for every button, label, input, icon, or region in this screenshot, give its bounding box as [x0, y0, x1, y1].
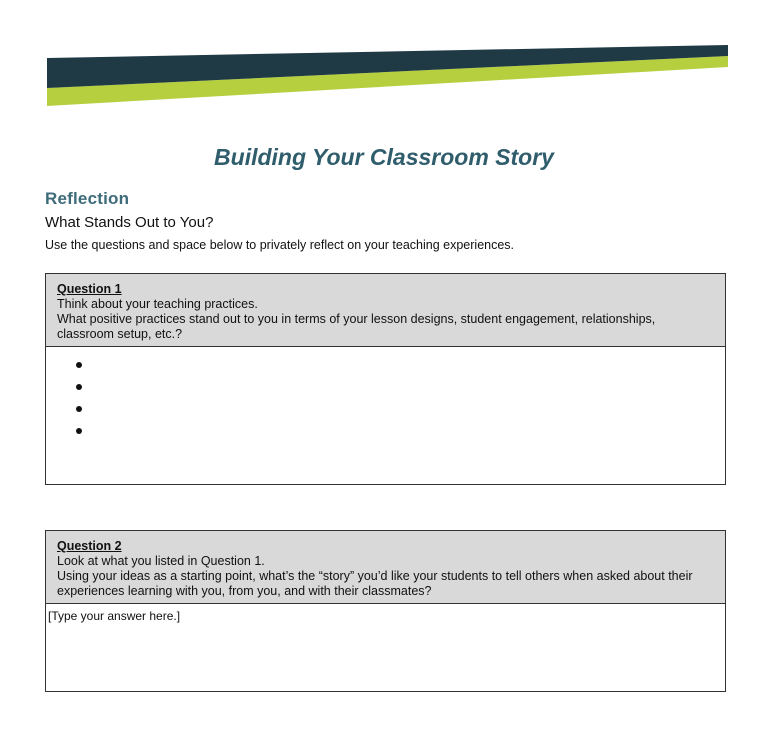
- question-2-label: Question 2: [57, 539, 122, 553]
- bullet-dot-icon: [76, 428, 82, 434]
- intro-text: Use the questions and space below to privately reflect on your teaching experiences.: [45, 238, 515, 252]
- section-heading: Reflection: [45, 189, 130, 208]
- question-1-line-2: What positive practices stand out to you in terms of your lesson designs, student engagement, relationships, classroom setup, etc.?: [57, 312, 656, 341]
- question-2-box: [45, 530, 726, 692]
- question-2-header: [46, 531, 725, 604]
- document-title: Building Your Classroom Story: [214, 144, 554, 170]
- answer-bullet[interactable]: [46, 399, 725, 421]
- bullet-dot-icon: [76, 362, 82, 368]
- bullet-dot-icon: [76, 406, 82, 412]
- question-1-box: [45, 273, 726, 485]
- header-banner: [0, 0, 768, 120]
- question-2-answer-area[interactable]: [46, 604, 725, 629]
- sub-heading: What Stands Out to You?: [45, 214, 214, 231]
- question-1-label: Question 1: [57, 282, 122, 296]
- answer-bullet-list: [46, 347, 725, 443]
- question-1-header: [46, 274, 725, 347]
- answer-bullet[interactable]: [46, 355, 725, 377]
- answer-bullet[interactable]: [46, 377, 725, 399]
- question-1-line-1: Think about your teaching practices.: [57, 297, 258, 311]
- question-2-line-1: Look at what you listed in Question 1.: [57, 554, 265, 568]
- question-1-answer-area[interactable]: [46, 347, 725, 469]
- bullet-dot-icon: [76, 384, 82, 390]
- answer-placeholder[interactable]: [Type your answer here.]: [48, 609, 181, 623]
- answer-bullet[interactable]: [46, 421, 725, 443]
- question-2-line-2: Using your ideas as a starting point, what’s the “story” you’d like your students to tell others when asked about their experiences learning with you, from you, and with their classmates?: [57, 569, 693, 598]
